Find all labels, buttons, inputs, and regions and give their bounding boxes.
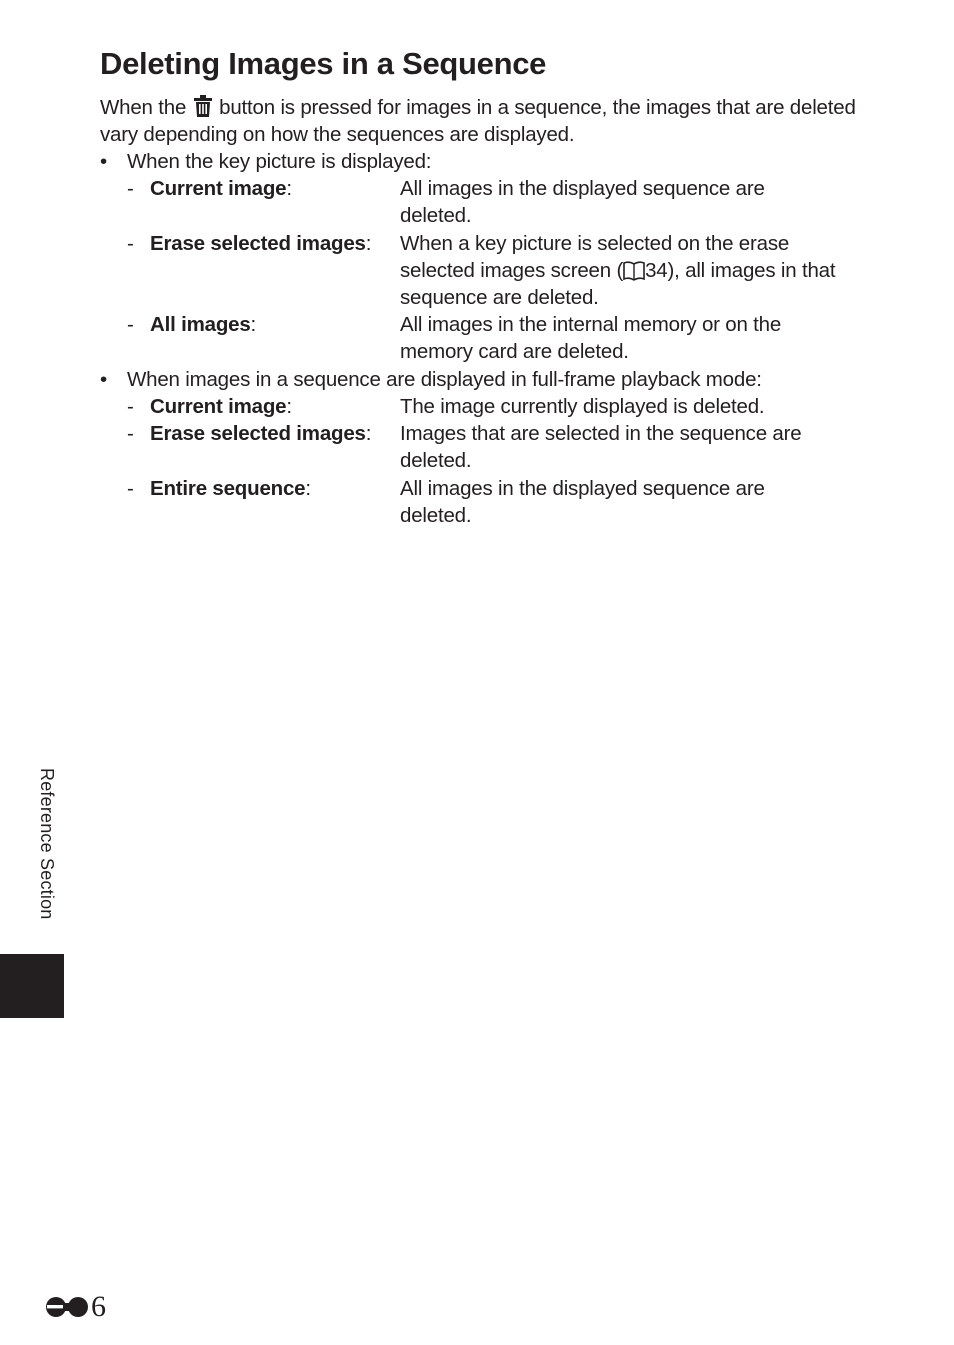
dash: - [127, 232, 134, 255]
description: All images in the internal memory or on the memory card are deleted. [400, 313, 782, 363]
term: Current image: [150, 177, 292, 200]
bullet-text: When images in a sequence are displayed in full-frame playback mode: [127, 368, 762, 391]
bullet-text: When the key picture is displayed: [127, 150, 432, 173]
description: Images that are selected in the sequence are deleted. [400, 422, 802, 472]
bullet-dot: • [100, 150, 107, 173]
intro-text-end: button is pressed for images in a sequence, the images that are deleted vary depending on how the sequences are displayed. [100, 96, 856, 146]
side-tab-label: Reference Section [37, 768, 57, 920]
trash-icon [194, 95, 212, 117]
dash: - [127, 422, 134, 445]
dash: - [127, 177, 134, 200]
description: When a key picture is selected on the erase selected images screen ( 34), all images in that sequence are deleted. [400, 232, 836, 309]
description: All images in the displayed sequence are deleted. [400, 477, 765, 527]
term: Entire sequence: [150, 477, 311, 500]
book-icon [623, 261, 645, 281]
term: Erase selected images: [150, 232, 372, 255]
dash: - [127, 313, 134, 336]
dash: - [127, 395, 134, 418]
intro-text-start: When the [100, 96, 187, 119]
bullet-dot: • [100, 368, 107, 391]
intro-paragraph [100, 94, 860, 148]
term: All images: [150, 313, 257, 336]
dash: - [127, 477, 134, 500]
term: Erase selected images: [150, 422, 372, 445]
page-title: Deleting Images in a Sequence [100, 46, 547, 81]
reference-section-icon [45, 1295, 89, 1319]
description: All images in the displayed sequence are deleted. [400, 177, 765, 227]
description: The image currently displayed is deleted. [400, 395, 765, 418]
page-number-value: 6 [91, 1290, 106, 1323]
ref-page: 34 [645, 259, 668, 282]
section-tab-marker [0, 954, 64, 1018]
page-number [45, 1290, 106, 1324]
term: Current image: [150, 395, 292, 418]
